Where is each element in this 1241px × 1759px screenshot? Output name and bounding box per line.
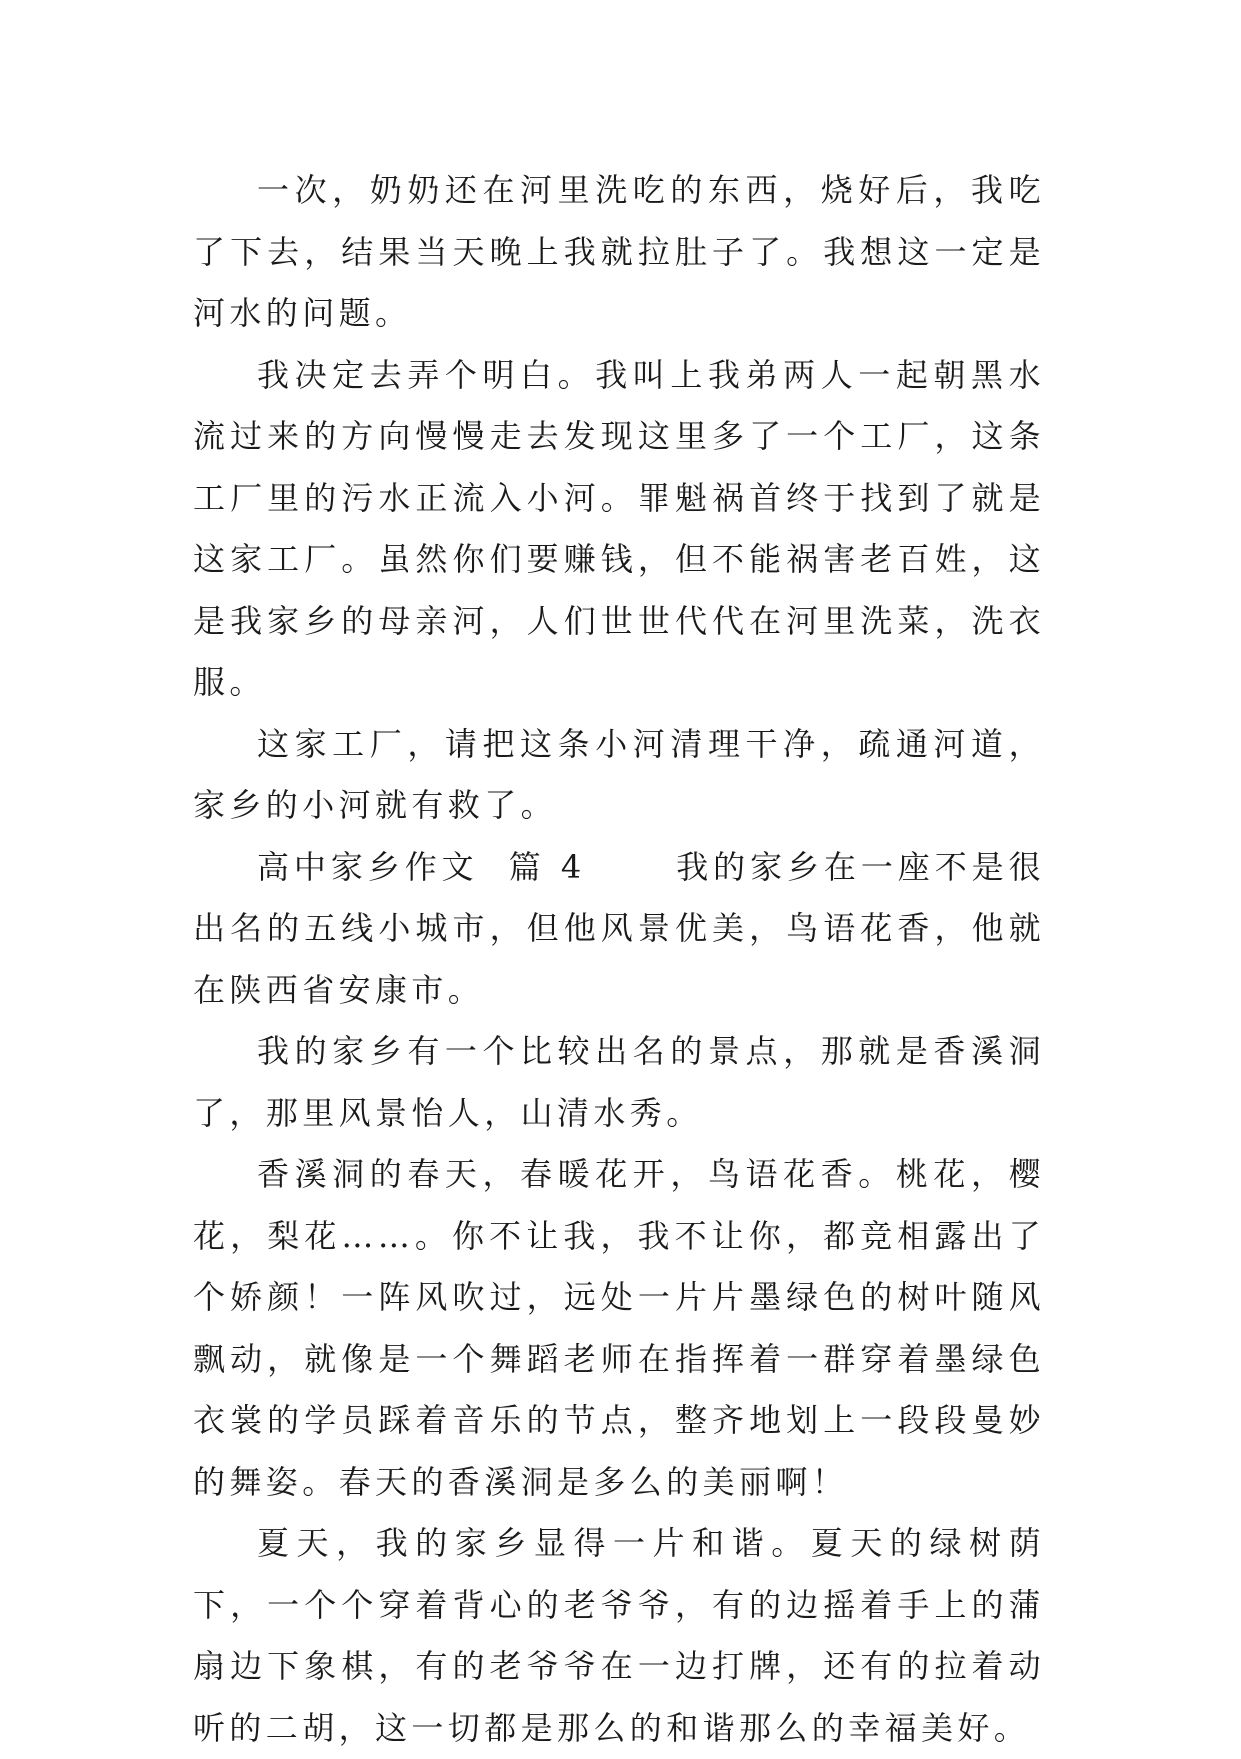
paragraph-6: 香溪洞的春天，春暖花开，鸟语花香。桃花，樱花，梨花……。你不让我，我不让你，都竞相露出了个娇颜！一阵风吹过，远处一片片墨绿色的树叶随风飘动，就像是一个舞蹈老师在指挥着一群穿着墨绿色衣裳的学员踩着音乐的节点，整齐地划上一段段曼妙的舞姿。春天的香溪洞是多么的美丽啊！ — [193, 1155, 1045, 1501]
paragraph-7: 夏天，我的家乡显得一片和谐。夏天的绿树荫下，一个个穿着背心的老爷爷，有的边摇着手上的蒲扇边下象棋，有的老爷爷在一边打牌，还有的拉着动听的二胡，这一切都是那么的和谐那么的幸福美好。 — [193, 1524, 1045, 1747]
paragraph-3: 这家工厂，请把这条小河清理干净，疏通河道，家乡的小河就有救了。 — [193, 724, 1045, 824]
paragraph-1: 一次，奶奶还在河里洗吃的东西，烧好后，我吃了下去，结果当天晚上我就拉肚子了。我想这一定是河水的问题。 — [193, 171, 1045, 332]
paragraph-5: 我的家乡有一个比较出名的景点，那就是香溪洞了，那里风景怡人，山清水秀。 — [193, 1032, 1045, 1132]
essay-body — [193, 160, 1045, 1759]
paragraph-2: 我决定去弄个明白。我叫上我弟两人一起朝黑水流过来的方向慢慢走去发现这里多了一个工厂，这条工厂里的污水正流入小河。罪魁祸首终于找到了就是这家工厂。虽然你们要赚钱，但不能祸害老百姓，这是我家乡的母亲河，人们世世代代在河里洗菜，洗衣服。 — [193, 355, 1045, 701]
paragraph-4-section-heading: 高中家乡作文 篇 4 我的家乡在一座不是很出名的五线小城市，但他风景优美，鸟语花香，他就在陕西省安康市。 — [193, 847, 1045, 1009]
